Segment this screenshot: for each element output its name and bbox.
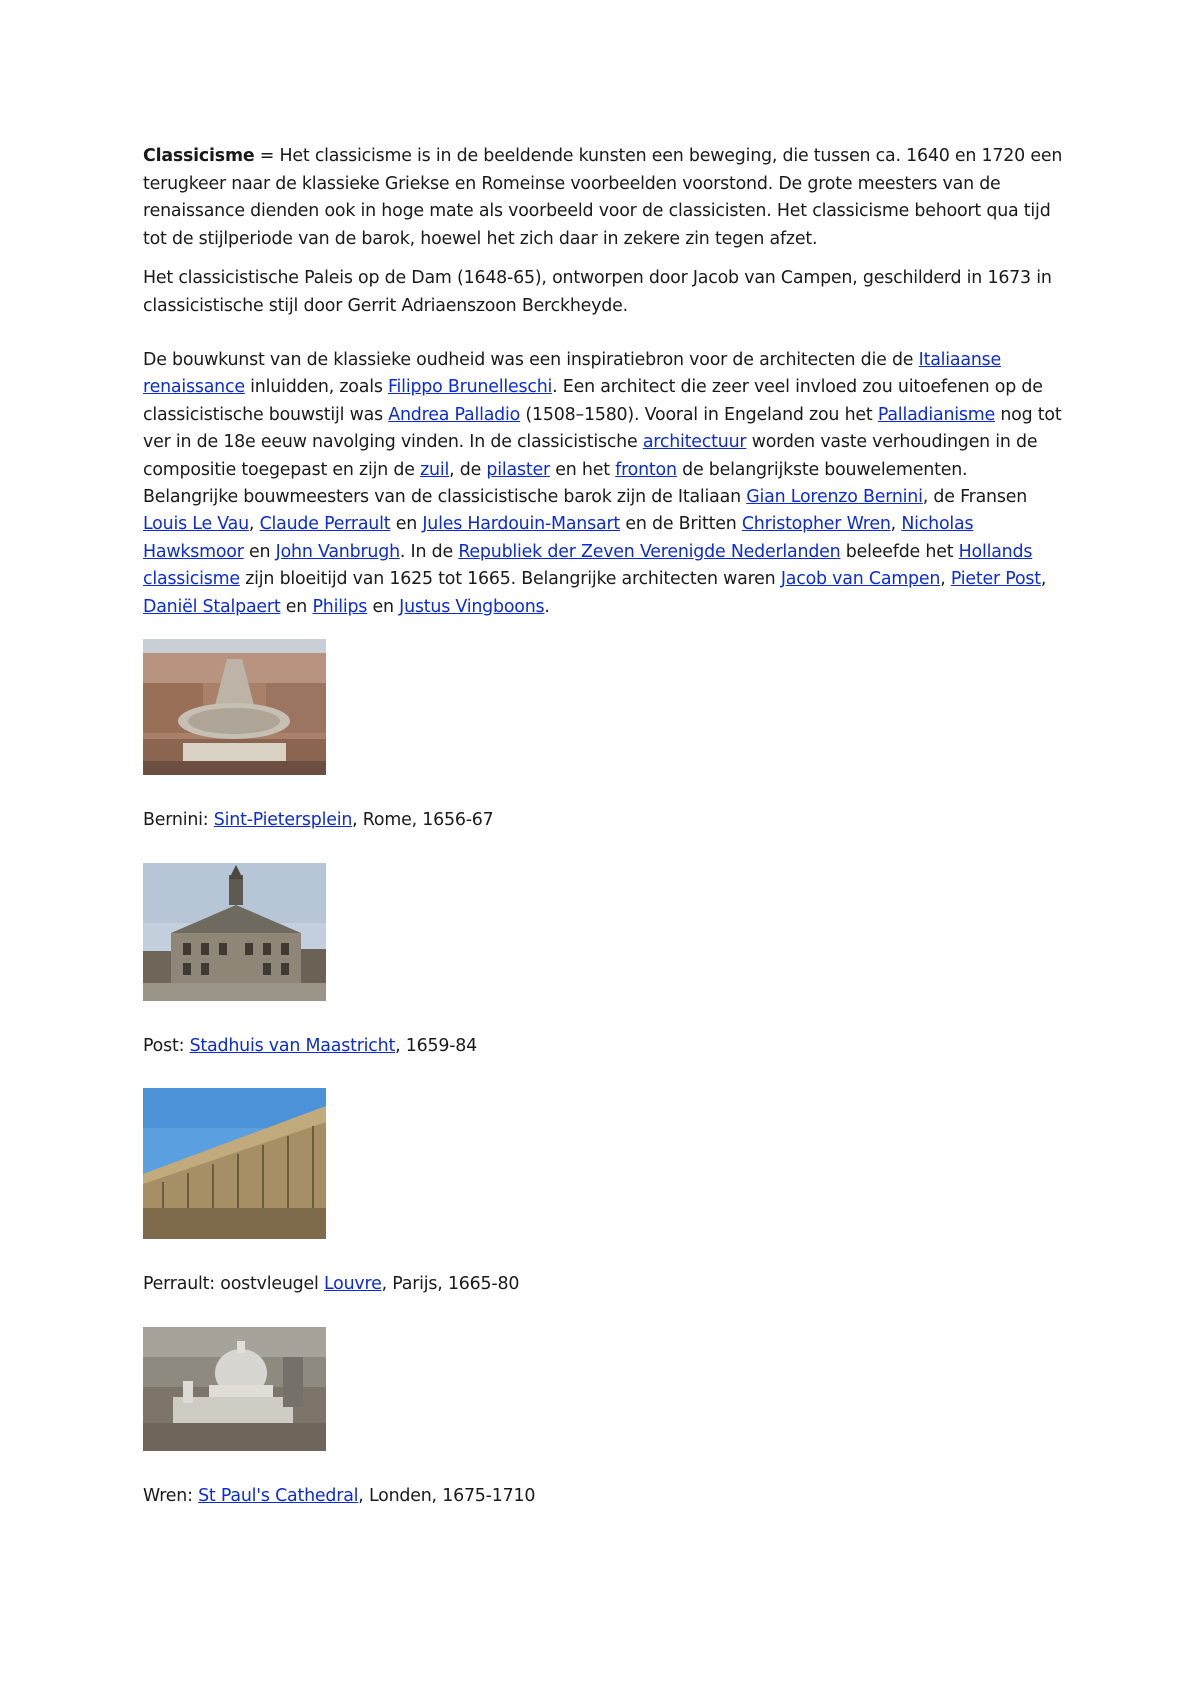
text-segment: . In de	[399, 541, 459, 562]
text-segment: ,	[248, 514, 260, 535]
photo-st-pauls-cathedral	[143, 1327, 326, 1451]
link-stadhuis-van-maastricht[interactable]: Stadhuis van Maastricht	[189, 1035, 396, 1056]
intro-text: = Het classicisme is in de beeldende kunsten een beweging, die tussen ca. 1640 en 1720 een terugkeer naar de klassieke Griekse en Romeinse voorbeelden voorstond. De grote meesters van de renaissance dienden ook in hoge mate als voorbeeld voor de classicisten. Het classicisme behoort qua tijd tot de stijlperiode van de barok, hoewel het zich daar in zekere zin tegen afzet.	[143, 146, 1063, 249]
text-segment: zijn bloeitijd van 1625 tot 1665. Belangrijke architecten waren	[239, 569, 781, 590]
text-segment: en	[243, 541, 276, 562]
paleis-paragraph: Het classicistische Paleis op de Dam (1648-65), ontworpen door Jacob van Campen, geschilderd in 1673 in classicistische stijl door Gerrit Adriaenszoon Berckheyde.	[143, 268, 1052, 316]
link-louvre[interactable]: Louvre	[323, 1274, 382, 1295]
caption-wren	[143, 1483, 1063, 1511]
caption-bernini	[143, 807, 1063, 835]
link-gian-lorenzo-bernini[interactable]: Gian Lorenzo Bernini	[746, 487, 923, 508]
caption-suffix: , Parijs, 1665-80	[381, 1274, 520, 1295]
link-hollands-classicisme[interactable]: Hollands classicisme	[143, 541, 1033, 590]
text-segment: en	[390, 514, 423, 535]
caption-suffix: , 1659-84	[395, 1035, 477, 1056]
photo-louvre	[143, 1088, 326, 1239]
text-segment: beleefde het	[840, 541, 959, 562]
text-segment: nog tot ver in de 18e eeuw navolging vinden. In de classicistische	[143, 404, 1062, 453]
link-jacob-van-campen[interactable]: Jacob van Campen	[780, 569, 941, 590]
text-segment: (1508–1580). Vooral in Engeland zou het	[520, 404, 878, 425]
text-segment: De bouwkunst van de klassieke oudheid was een inspiratiebron voor de architecten die de	[143, 350, 919, 370]
link-zuil[interactable]: zuil	[420, 459, 450, 480]
text-segment: , de Fransen	[922, 487, 1028, 508]
link-architectuur[interactable]: architectuur	[642, 432, 747, 453]
caption-suffix: , Londen, 1675-1710	[358, 1485, 536, 1506]
link-italiaanse-renaissance[interactable]: Italiaanse renaissance	[143, 350, 1002, 398]
architecture-paragraph	[143, 347, 1063, 621]
caption-prefix: Wren:	[143, 1485, 199, 1506]
text-segment: worden vaste verhoudingen in de compositie toegepast en zijn de	[143, 432, 1038, 480]
link-andrea-palladio[interactable]: Andrea Palladio	[388, 404, 521, 425]
text-segment: ,	[890, 514, 902, 535]
document-page	[143, 143, 1063, 1538]
photo-stadhuis-maastricht	[143, 863, 326, 1001]
text-segment: en het	[549, 459, 616, 480]
caption-prefix: Perrault: oostvleugel	[143, 1274, 324, 1295]
link-philips[interactable]: Philips	[312, 596, 368, 617]
link-claude-perrault[interactable]: Claude Perrault	[259, 514, 391, 535]
text-segment: en de Britten	[620, 514, 742, 535]
caption-suffix: , Rome, 1656-67	[352, 810, 494, 831]
caption-post	[143, 1033, 1063, 1061]
link-filippo-brunelleschi[interactable]: Filippo Brunelleschi	[388, 377, 553, 398]
link-justus-vingboons[interactable]: Justus Vingboons	[399, 596, 545, 617]
text-segment: ,	[940, 569, 951, 590]
link-louis-le-vau[interactable]: Louis Le Vau	[143, 514, 249, 535]
text-segment: . Een architect die zeer veel invloed zou uitoefenen op de classicistische bouwstijl was	[143, 377, 1043, 425]
text-segment: de belangrijkste bouwelementen. Belangrijke bouwmeesters van de classicistische barok zijn de Italiaan	[143, 459, 968, 508]
link-jules-hardouin-mansart[interactable]: Jules Hardouin-Mansart	[422, 514, 621, 535]
link-republiek-der-zeven-verenigde-nederlanden[interactable]: Republiek der Zeven Verenigde Nederlanden	[458, 541, 841, 562]
text-segment: en	[280, 596, 313, 617]
caption-prefix: Post:	[143, 1035, 190, 1056]
link-fronton[interactable]: fronton	[615, 459, 677, 480]
text-segment: .	[544, 596, 550, 617]
link-sint-pietersplein[interactable]: Sint-Pietersplein	[213, 810, 353, 831]
intro-paragraph	[143, 143, 1063, 253]
link-john-vanbrugh[interactable]: John Vanbrugh	[275, 541, 400, 562]
photo-sint-pietersplein	[143, 639, 326, 775]
link-pieter-post[interactable]: Pieter Post	[950, 569, 1041, 590]
link-st-pauls-cathedral[interactable]: St Paul's Cathedral	[198, 1485, 359, 1506]
text-segment: inluidden, zoals	[244, 377, 389, 398]
caption-perrault	[143, 1271, 1063, 1299]
text-segment: , de	[449, 459, 487, 480]
text-segment: ,	[1040, 569, 1047, 590]
caption-prefix: Bernini:	[143, 810, 214, 831]
link-pilaster[interactable]: pilaster	[486, 459, 550, 480]
link-palladianisme[interactable]: Palladianisme	[877, 404, 996, 425]
intro-term: Classicisme	[143, 146, 255, 166]
link-christopher-wren[interactable]: Christopher Wren	[741, 514, 891, 535]
link-daniel-stalpaert[interactable]: Daniël Stalpaert	[143, 596, 281, 617]
text-segment: en	[367, 596, 400, 617]
link-nicholas-hawksmoor[interactable]: Nicholas Hawksmoor	[143, 514, 974, 562]
